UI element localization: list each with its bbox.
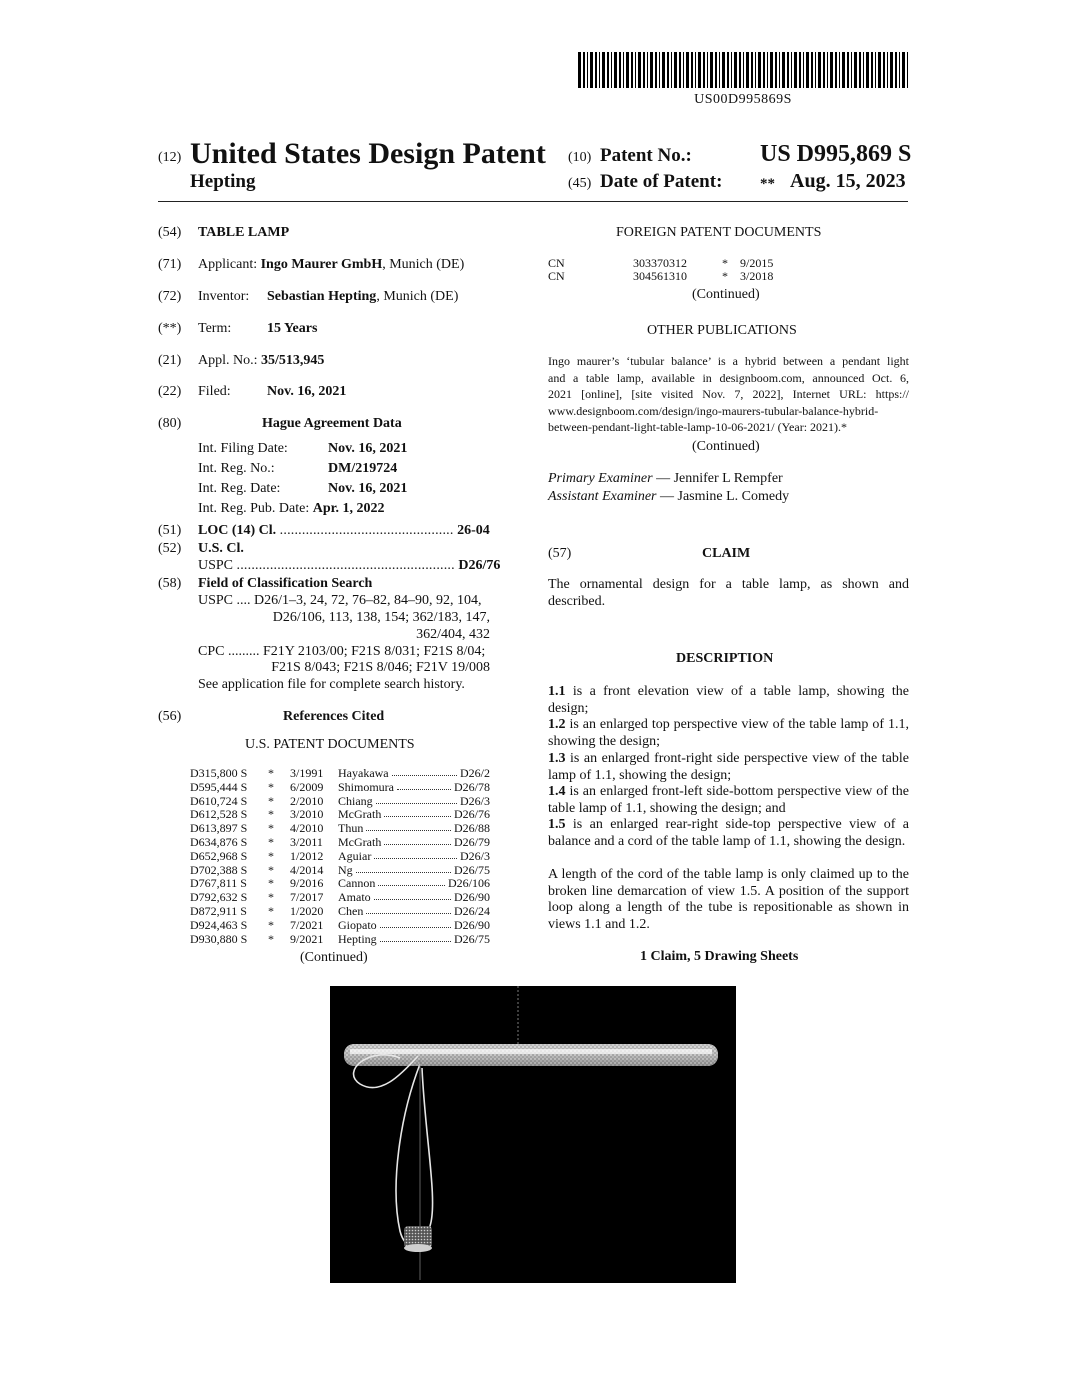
barcode-bar bbox=[887, 52, 888, 88]
barcode-bar bbox=[866, 52, 869, 88]
reference-name: Chiang bbox=[338, 793, 373, 808]
barcode-bar bbox=[806, 52, 809, 88]
reference-class: D26/88 bbox=[454, 821, 490, 836]
hague-row bbox=[198, 441, 407, 457]
field-code-12: (12) bbox=[158, 150, 182, 165]
reference-date: 3/1991 bbox=[290, 766, 324, 780]
barcode-bar bbox=[875, 52, 876, 88]
reference-row bbox=[190, 821, 490, 835]
reference-name: McGrath bbox=[338, 807, 382, 822]
barcode-bar bbox=[842, 52, 845, 88]
barcode-bar bbox=[782, 52, 785, 88]
barcode bbox=[578, 52, 908, 88]
reference-date: 4/2010 bbox=[290, 821, 324, 836]
reference-number: D613,897 S bbox=[190, 821, 248, 836]
barcode-bar bbox=[907, 52, 908, 88]
barcode-bar bbox=[890, 52, 893, 88]
uspc-value: D26/76 bbox=[458, 558, 501, 573]
barcode-bar bbox=[815, 52, 816, 88]
other-publication bbox=[548, 353, 909, 436]
barcode-bar bbox=[743, 52, 744, 88]
hague-value: Nov. 16, 2021 bbox=[328, 481, 408, 496]
barcode-bar bbox=[599, 52, 600, 88]
barcode-bar bbox=[758, 52, 761, 88]
reference-row bbox=[190, 835, 490, 849]
figure-description-text: is an enlarged front-left side-bottom perspective view of the table lamp of 1.1, showing the design; and bbox=[548, 784, 909, 816]
reference-number: D634,876 S bbox=[190, 835, 248, 849]
reference-class: D26/3 bbox=[460, 793, 490, 808]
barcode-bar bbox=[607, 52, 609, 88]
references-heading: References Cited bbox=[283, 709, 385, 724]
figure-description bbox=[548, 717, 909, 750]
reference-row bbox=[190, 863, 490, 877]
date-of-patent-label: Date of Patent: bbox=[600, 171, 723, 192]
reference-star: * bbox=[268, 890, 274, 905]
field-code-72: (72) bbox=[158, 289, 182, 304]
barcode-bar bbox=[895, 52, 897, 88]
barcode-bar bbox=[902, 52, 905, 88]
barcode-bar bbox=[871, 52, 873, 88]
field-code-57: (57) bbox=[548, 546, 572, 561]
barcode-bar bbox=[731, 52, 732, 88]
reference-row bbox=[190, 890, 490, 904]
barcode-bar bbox=[830, 52, 833, 88]
reference-number: D315,800 S bbox=[190, 766, 248, 780]
reference-leader bbox=[376, 803, 457, 804]
reference-name: McGrath bbox=[338, 835, 382, 849]
barcode-number: US00D995869S bbox=[694, 92, 792, 107]
barcode-bar bbox=[727, 52, 729, 88]
barcode-bar bbox=[854, 52, 857, 88]
hague-label: Int. Filing Date: bbox=[198, 441, 288, 456]
barcode-bar bbox=[643, 52, 645, 88]
barcode-bar bbox=[751, 52, 753, 88]
hague-row bbox=[198, 481, 407, 497]
reference-class: D26/3 bbox=[460, 848, 490, 863]
classification-uspc-line: 362/404, 432 bbox=[416, 627, 490, 642]
barcode-bar bbox=[650, 52, 653, 88]
barcode-bar bbox=[835, 52, 837, 88]
inventor-field bbox=[198, 289, 458, 305]
field-code-58: (58) bbox=[158, 576, 182, 591]
reference-row bbox=[190, 918, 490, 932]
reference-leader bbox=[384, 844, 451, 845]
reference-name: Aguiar bbox=[338, 848, 372, 863]
reference-class: D26/2 bbox=[460, 766, 490, 780]
reference-star: * bbox=[268, 848, 274, 863]
barcode-bar bbox=[595, 52, 597, 88]
reference-number: D610,724 S bbox=[190, 793, 248, 808]
reference-class: D26/79 bbox=[454, 835, 490, 849]
reference-row bbox=[190, 807, 490, 821]
classification-cpc-line: F21S 8/043; F21S 8/046; F21V 19/008 bbox=[271, 660, 490, 675]
term-value: 15 Years bbox=[267, 321, 318, 336]
header-rule bbox=[158, 201, 908, 202]
barcode-bar bbox=[722, 52, 725, 88]
figure-ref: 1.5 bbox=[548, 817, 566, 832]
reference-date: 9/2016 bbox=[290, 876, 324, 891]
reference-class: D26/90 bbox=[454, 890, 490, 905]
reference-number: D930,880 S bbox=[190, 931, 248, 946]
barcode-bar bbox=[746, 52, 749, 88]
term-label: Term: bbox=[198, 321, 232, 336]
reference-class: D26/75 bbox=[454, 862, 490, 877]
reference-date: 3/2010 bbox=[290, 807, 324, 822]
figure-ref: 1.4 bbox=[548, 784, 566, 799]
reference-row bbox=[190, 766, 490, 780]
reference-number: D702,388 S bbox=[190, 862, 248, 877]
other-continued: (Continued) bbox=[692, 439, 760, 454]
representative-drawing bbox=[330, 986, 736, 1283]
barcode-bar bbox=[655, 52, 657, 88]
barcode-bar bbox=[734, 52, 737, 88]
classification-uspc-line: D26/106, 113, 138, 154; 362/183, 147, bbox=[272, 610, 490, 625]
foreign-date: 9/2015 bbox=[740, 256, 774, 270]
reference-star: * bbox=[268, 779, 274, 794]
barcode-bar bbox=[623, 52, 624, 88]
reference-class: D26/90 bbox=[454, 917, 490, 932]
figure-description bbox=[548, 684, 909, 717]
inventor-label: Inventor: bbox=[198, 289, 250, 304]
publication-line: 2021 [online], [site visited Nov. 7, 2022], Internet URL: https:// bbox=[548, 387, 909, 401]
reference-name: Amato bbox=[338, 890, 371, 905]
foreign-patents-heading: FOREIGN PATENT DOCUMENTS bbox=[616, 225, 822, 240]
assistant-examiner bbox=[548, 489, 789, 505]
hague-row bbox=[198, 461, 397, 477]
barcode-bar bbox=[883, 52, 885, 88]
reference-row bbox=[190, 876, 490, 890]
primary-examiner-name: — Jennifer L Rempfer bbox=[652, 471, 783, 486]
field-code-term: (**) bbox=[158, 321, 182, 336]
publication-line: Ingo maurer’s ‘tubular balance’ is a hybrid between a pendant light bbox=[548, 354, 909, 368]
primary-examiner bbox=[548, 471, 783, 487]
foreign-country: CN bbox=[548, 269, 565, 283]
classification-cpc-line: CPC ......... F21Y 2103/00; F21S 8/031; F21S 8/04; bbox=[198, 644, 486, 659]
reference-star: * bbox=[268, 931, 274, 946]
barcode-bar bbox=[611, 52, 612, 88]
barcode-bar bbox=[698, 52, 701, 88]
figure-description bbox=[548, 817, 909, 850]
barcode-bar bbox=[755, 52, 756, 88]
reference-date: 3/2011 bbox=[290, 835, 323, 849]
figure-description bbox=[548, 784, 909, 817]
hague-label: Int. Reg. No.: bbox=[198, 461, 275, 476]
reference-name: Giopato bbox=[338, 917, 377, 932]
barcode-bar bbox=[695, 52, 696, 88]
classification-heading: Field of Classification Search bbox=[198, 576, 373, 591]
uspc-label: USPC bbox=[198, 558, 234, 573]
publication-line: www.designboom.com/design/ingo-maurers-tubular-balance-hybrid- bbox=[548, 403, 879, 418]
reference-star: * bbox=[268, 876, 274, 891]
claim-heading: CLAIM bbox=[702, 546, 751, 561]
appl-no-field bbox=[198, 353, 324, 369]
barcode-bar bbox=[626, 52, 629, 88]
figure-description-text: is a front elevation view of a table lamp, showing the design; bbox=[548, 684, 909, 716]
assistant-examiner-name: — Jasmine L. Comedy bbox=[656, 489, 790, 504]
barcode-bar bbox=[863, 52, 864, 88]
barcode-bar bbox=[683, 52, 684, 88]
reference-number: D652,968 S bbox=[190, 848, 248, 863]
barcode-bar bbox=[662, 52, 665, 88]
barcode-bar bbox=[674, 52, 677, 88]
reference-leader bbox=[380, 927, 451, 928]
barcode-bar bbox=[839, 52, 840, 88]
field-code-71: (71) bbox=[158, 257, 182, 272]
reference-name: Hepting bbox=[338, 931, 377, 946]
reference-leader bbox=[366, 830, 451, 831]
field-code-56: (56) bbox=[158, 709, 182, 724]
reference-star: * bbox=[268, 904, 274, 918]
barcode-bar bbox=[679, 52, 681, 88]
loc-leader: ............................................... bbox=[279, 523, 454, 538]
filed-label: Filed: bbox=[198, 384, 231, 399]
reference-leader bbox=[366, 913, 451, 914]
document-title: United States Design Patent bbox=[190, 137, 546, 170]
publication-line: and a table lamp, available in designboom.com, announced Oct. 6, bbox=[548, 370, 909, 385]
reference-date: 1/2020 bbox=[290, 904, 324, 918]
reference-name: Thun bbox=[338, 821, 364, 836]
foreign-number: 304561310 bbox=[633, 269, 687, 283]
us-cl-label: U.S. Cl. bbox=[198, 541, 244, 556]
barcode-bar bbox=[631, 52, 633, 88]
reference-star: * bbox=[268, 835, 274, 849]
reference-star: * bbox=[268, 807, 274, 822]
figure-description bbox=[548, 751, 909, 784]
patent-number: US D995,869 S bbox=[760, 141, 912, 167]
field-code-80: (80) bbox=[158, 416, 182, 431]
reference-date: 7/2021 bbox=[290, 917, 324, 932]
barcode-bar bbox=[775, 52, 777, 88]
barcode-bar bbox=[703, 52, 705, 88]
barcode-bar bbox=[803, 52, 804, 88]
reference-row bbox=[190, 794, 490, 808]
reference-star: * bbox=[268, 766, 274, 780]
figure-description-text: is an enlarged rear-right side-top perspective view of a balance and a cord of the table lamp of 1.1, showing the design. bbox=[548, 817, 909, 849]
barcode-bar bbox=[859, 52, 861, 88]
barcode-bar bbox=[851, 52, 852, 88]
reference-star: * bbox=[268, 793, 274, 808]
reference-number: D872,911 S bbox=[190, 904, 247, 918]
reference-leader bbox=[392, 775, 457, 776]
publication-line: between-pendant-light-table-lamp-10-06-2021/ (Year: 2021).* bbox=[548, 420, 848, 434]
reference-number: D767,811 S bbox=[190, 876, 247, 891]
foreign-star: * bbox=[722, 269, 728, 283]
field-code-10: (10) bbox=[568, 150, 592, 165]
us-patent-documents-heading: U.S. PATENT DOCUMENTS bbox=[245, 737, 415, 752]
barcode-bar bbox=[659, 52, 660, 88]
reference-number: D924,463 S bbox=[190, 917, 248, 932]
barcode-bar bbox=[691, 52, 693, 88]
reference-leader bbox=[374, 858, 457, 859]
barcode-bar bbox=[823, 52, 825, 88]
barcode-bar bbox=[710, 52, 713, 88]
barcode-bar bbox=[587, 52, 588, 88]
foreign-continued: (Continued) bbox=[692, 287, 760, 302]
barcode-bar bbox=[763, 52, 765, 88]
hague-label: Int. Reg. Date: bbox=[198, 481, 281, 496]
reference-class: D26/24 bbox=[454, 904, 490, 918]
barcode-bar bbox=[767, 52, 768, 88]
barcode-bar bbox=[818, 52, 821, 88]
references-continued: (Continued) bbox=[300, 950, 368, 965]
uspc-leader: ........................................................... bbox=[236, 558, 455, 573]
barcode-bar bbox=[715, 52, 717, 88]
barcode-bar bbox=[671, 52, 672, 88]
barcode-bar bbox=[583, 52, 585, 88]
loc-field bbox=[198, 523, 490, 539]
foreign-number: 303370312 bbox=[633, 256, 687, 270]
reference-leader bbox=[397, 789, 451, 790]
reference-star: * bbox=[268, 862, 274, 877]
foreign-country: CN bbox=[548, 256, 565, 270]
table-lamp-image bbox=[330, 986, 736, 1283]
hague-value: Nov. 16, 2021 bbox=[328, 441, 408, 456]
reference-row bbox=[190, 849, 490, 863]
primary-examiner-label: Primary Examiner bbox=[548, 471, 653, 486]
reference-row bbox=[190, 904, 490, 918]
barcode-bar bbox=[602, 52, 605, 88]
applicant-name: Ingo Maurer GmbH bbox=[260, 257, 383, 272]
field-code-52: (52) bbox=[158, 541, 182, 556]
hague-row bbox=[198, 501, 385, 517]
hague-value: Apr. 1, 2022 bbox=[312, 501, 385, 516]
term-field bbox=[198, 321, 317, 337]
barcode-bar bbox=[787, 52, 789, 88]
barcode-bar bbox=[811, 52, 813, 88]
filed-value: Nov. 16, 2021 bbox=[267, 384, 347, 399]
reference-date: 4/2014 bbox=[290, 862, 324, 877]
figure-ref: 1.2 bbox=[548, 717, 566, 732]
search-history-note: See application file for complete search history. bbox=[198, 677, 465, 692]
applicant-field bbox=[198, 257, 464, 273]
barcode-bar bbox=[899, 52, 900, 88]
reference-leader bbox=[374, 899, 451, 900]
reference-name: Chen bbox=[338, 904, 364, 918]
barcode-bar bbox=[614, 52, 617, 88]
barcode-bar bbox=[770, 52, 773, 88]
reference-number: D612,528 S bbox=[190, 807, 248, 822]
assistant-examiner-label: Assistant Examiner bbox=[548, 489, 657, 504]
loc-label: LOC (14) Cl. bbox=[198, 523, 277, 538]
inventor-location: , Munich (DE) bbox=[376, 289, 459, 304]
appl-no-value: 35/513,945 bbox=[261, 353, 325, 368]
description-heading: DESCRIPTION bbox=[676, 651, 774, 666]
filed-field bbox=[198, 384, 346, 400]
barcode-bar bbox=[794, 52, 797, 88]
barcode-bar bbox=[779, 52, 780, 88]
reference-date: 1/2012 bbox=[290, 848, 324, 863]
barcode-bar bbox=[799, 52, 801, 88]
reference-date: 6/2009 bbox=[290, 779, 324, 794]
foreign-date: 3/2018 bbox=[740, 269, 774, 283]
barcode-bar bbox=[619, 52, 621, 88]
field-code-51: (51) bbox=[158, 523, 182, 538]
barcode-bar bbox=[667, 52, 669, 88]
field-code-45: (45) bbox=[568, 176, 592, 191]
appl-no-label: Appl. No.: bbox=[198, 353, 258, 368]
reference-class: D26/76 bbox=[454, 807, 490, 822]
figure-description-text: is an enlarged front-right side perspective view of the table lamp of 1.1, showing the design; bbox=[548, 751, 909, 783]
reference-star: * bbox=[268, 917, 274, 932]
classification-uspc-line: USPC .... D26/1–3, 24, 72, 76–82, 84–90, 92, 104, bbox=[198, 593, 482, 608]
reference-row bbox=[190, 932, 490, 946]
reference-date: 2/2010 bbox=[290, 793, 324, 808]
figure-ref: 1.1 bbox=[548, 684, 566, 699]
barcode-bar bbox=[686, 52, 689, 88]
barcode-bar bbox=[647, 52, 648, 88]
date-term-marker: ** bbox=[760, 176, 775, 192]
loc-value: 26-04 bbox=[457, 523, 490, 538]
barcode-bar bbox=[739, 52, 741, 88]
inventor-name: Sebastian Hepting bbox=[267, 289, 377, 304]
field-code-54: (54) bbox=[158, 225, 182, 240]
reference-leader bbox=[380, 941, 451, 942]
applicant-label: Applicant: bbox=[198, 257, 258, 272]
applicant-location: , Munich (DE) bbox=[382, 257, 465, 272]
barcode-bar bbox=[827, 52, 828, 88]
claims-drawing-sheets: 1 Claim, 5 Drawing Sheets bbox=[640, 949, 799, 964]
patent-number-label: Patent No.: bbox=[600, 145, 692, 166]
reference-name: Ng bbox=[338, 862, 353, 877]
barcode-bar bbox=[635, 52, 636, 88]
reference-class: D26/75 bbox=[454, 931, 490, 946]
reference-star: * bbox=[268, 821, 274, 836]
reference-leader bbox=[378, 885, 445, 886]
uspc-field bbox=[198, 558, 500, 574]
inventor-short-name: Hepting bbox=[190, 171, 256, 192]
figure-ref: 1.3 bbox=[548, 751, 566, 766]
barcode-bar bbox=[878, 52, 881, 88]
reference-name: Shimomura bbox=[338, 779, 394, 794]
reference-number: D792,632 S bbox=[190, 890, 248, 905]
design-title: TABLE LAMP bbox=[198, 225, 290, 240]
reference-class: D26/106 bbox=[448, 876, 490, 891]
reference-date: 7/2017 bbox=[290, 890, 324, 905]
reference-name: Cannon bbox=[338, 876, 376, 891]
field-code-22: (22) bbox=[158, 384, 182, 399]
foreign-star: * bbox=[722, 256, 728, 270]
date-of-patent: Aug. 15, 2023 bbox=[790, 170, 906, 192]
other-publications-heading: OTHER PUBLICATIONS bbox=[647, 323, 797, 338]
hague-value: DM/219724 bbox=[328, 461, 398, 476]
reference-name: Hayakawa bbox=[338, 766, 389, 780]
reference-leader bbox=[384, 816, 451, 817]
claim-text: The ornamental design for a table lamp, as shown and described. bbox=[548, 577, 909, 609]
barcode-bar bbox=[791, 52, 792, 88]
barcode-bar bbox=[578, 52, 581, 88]
barcode-bar bbox=[707, 52, 708, 88]
field-code-21: (21) bbox=[158, 353, 182, 368]
description-note: A length of the cord of the table lamp is only claimed up to the broken line demarcation of view 1.5. A position of the support loop along a length of the tube is repositionable as shown in views 1.1 and 1.2. bbox=[548, 867, 909, 933]
reference-class: D26/78 bbox=[454, 779, 490, 794]
barcode-bar bbox=[719, 52, 720, 88]
barcode-bar bbox=[590, 52, 593, 88]
hague-label: Int. Reg. Pub. Date: bbox=[198, 501, 310, 516]
barcode-bar bbox=[638, 52, 641, 88]
barcode-bar bbox=[847, 52, 849, 88]
reference-leader bbox=[356, 872, 451, 873]
hague-heading: Hague Agreement Data bbox=[262, 416, 402, 431]
reference-date: 9/2021 bbox=[290, 931, 324, 946]
figure-description-text: is an enlarged top perspective view of the table lamp of 1.1, showing the design; bbox=[548, 717, 909, 749]
reference-row bbox=[190, 780, 490, 794]
reference-number: D595,444 S bbox=[190, 779, 248, 794]
